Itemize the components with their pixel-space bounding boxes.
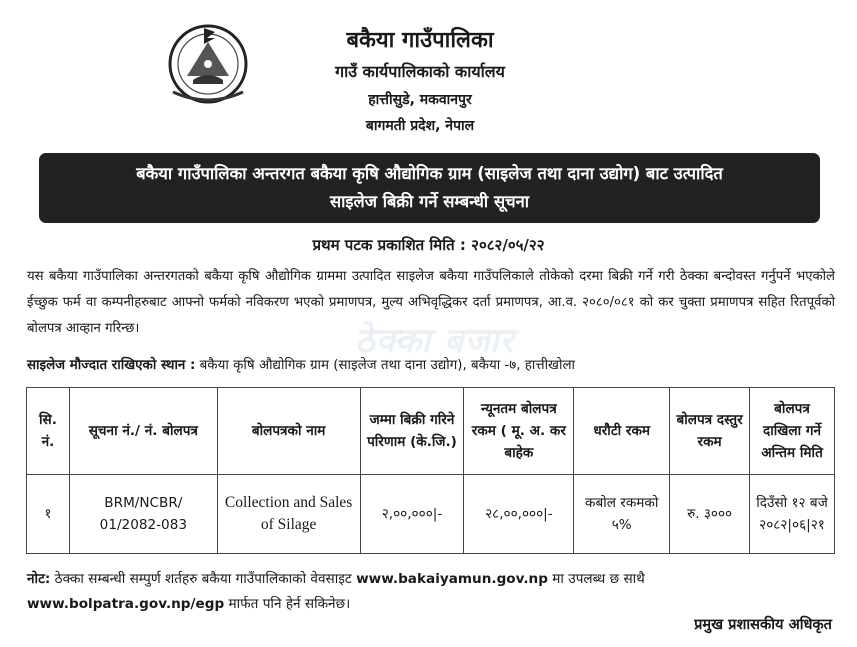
banner-line-1: बकैया गाउँपालिका अन्तरगत बकैया कृषि औद्योगिक ग्राम (साइलेज तथा दाना उद्योग) बाट उत्पादित [136,164,723,183]
notice-body: यस बकैया गाउँपालिका अन्तरगतको बकैया कृषि औद्योगिक ग्राममा उत्पादित साइलेज बकैया गाउँपलिकाले तोकेको दरमा बिक्री गर्ने गरी ठेक्का बन्दोवस्त गर्नुपर्ने भएकोले ईच्छुक फर्म वा कम्पनीहरुबाट आफ्नो फर्मको नविकरण भएको प्रमाणपत्र, मुल्य अभिवृद्धिकर दर्ता प्रमाणपत्र, आ.व. २०८०/०८१ को कर चुक्ता प्रमाणपत्र सहित रितपूर्वको बोलपत्र आव्हान गरिन्छ। [27,269,835,336]
office-address: हात्तीसुडे, मकवानपुर [368,92,472,108]
cell-quantity: २,००,०००|- [360,475,464,554]
col-bid-name: बोलपत्रको नाम [217,388,360,475]
watermark-text: ठेक्का बजार [355,321,515,361]
signatory-title: प्रमुख प्रशासकीय अधिकृत [694,616,832,633]
table-row [27,475,835,554]
note-text-2: मा उपलब्ध छ साथै [547,571,645,587]
col-deadline: बोलपत्र दाखिला गर्ने अन्तिम मिति [750,388,835,475]
cell-deposit: कबोल रकमको ५% [574,475,670,554]
cell-fee: रु. ३००० [670,475,750,554]
note-label: नोट: [27,571,51,587]
col-min-amount: न्यूनतम बोलपत्र रकम ( मू. अ. कर बाहेक [464,388,574,475]
note-text-3: मार्फत पनि हेर्न सकिनेछ। [224,596,351,612]
office-name: गाउँ कार्यपालिकाको कार्यालय [335,62,505,81]
cell-sn: १ [27,475,70,554]
cell-min-amount: २८,००,०००|- [464,475,574,554]
cell-bid-name: Collection and Sales of Silage [217,475,360,554]
notice-title-banner [39,153,820,223]
note-text-1: ठेक्का सम्बन्धी सम्पुर्ण शर्तहरु बकैया गाउँपालिकाको वेवसाइट [50,571,357,587]
col-fee: बोलपत्र दस्तुर रकम [670,388,750,475]
province-name: बागमती प्रदेश, नेपाल [365,118,475,134]
cell-notice-no: BRM/NCBR/ 01/2082-083 [69,475,217,554]
storage-location [27,355,835,373]
website-link-municipality[interactable]: www.bakaiyamun.gov.np [356,571,548,587]
note-section [27,567,835,617]
bid-table [26,387,835,554]
website-link-bolpatra[interactable]: www.bolpatra.gov.np/egp [27,596,225,612]
col-quantity: जम्मा बिक्री गरिने परिणाम (के.जि.) [360,388,464,475]
banner-line-2: साइलेज बिक्री गर्ने सम्बन्धी सूचना [329,192,530,211]
table-header-row [27,388,835,475]
publication-date: प्रथम पटक प्रकाशित मिति : २०८२/०५/२२ [312,236,545,254]
col-deposit: धरौटी रकम [574,388,670,475]
col-sn: सि. नं. [27,388,70,475]
col-notice-no: सूचना नं./ नं. बोलपत्र [69,388,217,475]
storage-location-label: साइलेज मौज्दात राखिएको स्थान : [27,358,196,373]
cell-deadline: दिउँसो १२ बजे २०८२|०६|२१ [750,475,835,554]
municipality-title: बकैया गाउँपालिका [346,28,494,53]
storage-location-value: बकैया कृषि औद्योगिक ग्राम (साइलेज तथा दाना उद्योग), बकैया -७, हात्तीखोला [199,358,576,373]
